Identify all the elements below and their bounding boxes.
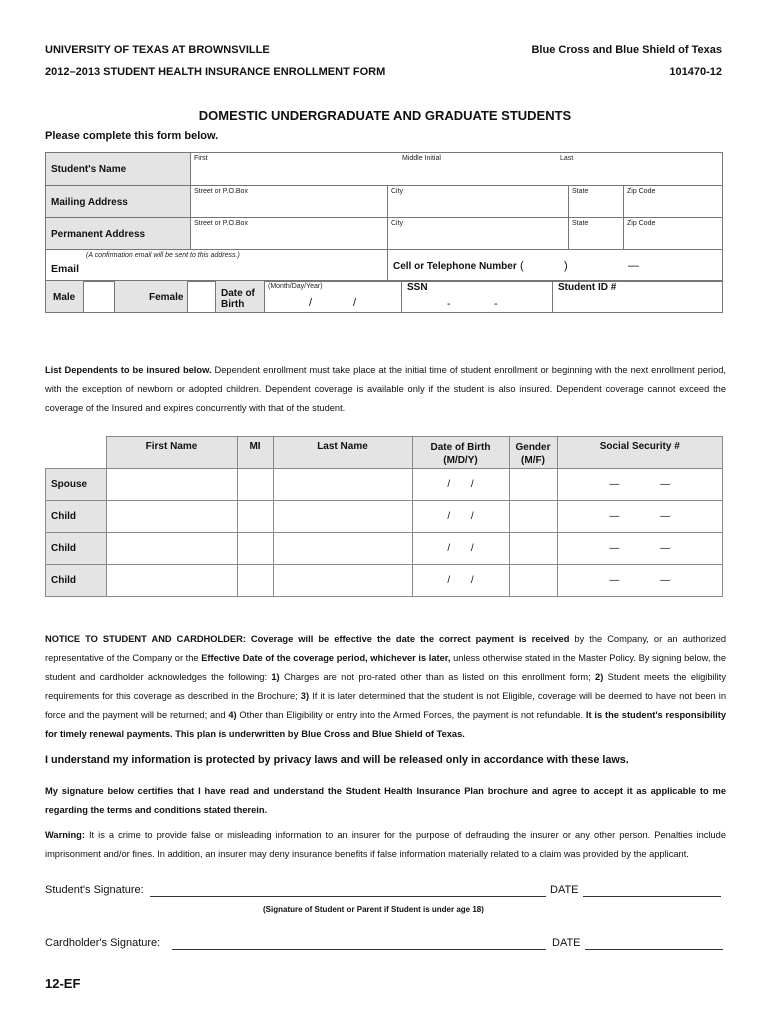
student-date-label: DATE <box>550 884 579 896</box>
notice-bold-2: Effective Date of the coverage period, whichever is later, <box>201 653 451 663</box>
first-name-input[interactable] <box>106 533 237 565</box>
warning-text: It is a crime to provide false or misleading information to an insurer for the purpose of defrauding the insurer or any other person. Penalties include imprisonment and/or fines. In addition, an insurer may deny insurance benefits if false information materially related to a claim was provided by the applicant. <box>45 830 726 859</box>
gender-input[interactable] <box>509 469 557 501</box>
email-note: (A confirmation email will be sent to this address.) <box>86 252 240 259</box>
dob-input[interactable]: / / <box>412 565 509 597</box>
student-name-field[interactable] <box>191 153 723 186</box>
dependents-intro <box>45 361 726 418</box>
permanent-city-field[interactable] <box>388 218 569 250</box>
notice-text-5: If it is later determined that the student is not Eligible, coverage will be deemed to have not been in force and the payment will be returned; and <box>45 691 726 720</box>
ssn-input[interactable]: — — <box>557 469 723 501</box>
col-dob <box>412 437 509 469</box>
student-id-label: Student ID # <box>558 282 617 293</box>
row-label-spouse: Spouse <box>46 469 107 501</box>
dependent-row <box>46 469 723 501</box>
dob-label-line2: Birth <box>221 299 245 310</box>
mi-input[interactable] <box>237 565 273 597</box>
dob-input[interactable]: / / <box>412 501 509 533</box>
col-last-name: Last Name <box>273 437 412 469</box>
phone-label: Cell or Telephone Number <box>393 261 517 272</box>
ssn-input[interactable]: — — <box>557 501 723 533</box>
personal-details-table <box>45 280 723 313</box>
ssn-dash-1: - <box>447 298 451 310</box>
dob-slash-1: / <box>309 297 313 309</box>
row-label-child: Child <box>46 565 107 597</box>
first-name-input[interactable] <box>106 565 237 597</box>
col-dob-line1: Date of Birth <box>430 442 491 453</box>
notice-text-3: Charges are not pro-rated other than as listed on this enrollment form; <box>279 672 596 682</box>
ssn-input[interactable]: — — <box>557 533 723 565</box>
student-signature-label: Student's Signature: <box>45 884 144 896</box>
permanent-street-field[interactable] <box>191 218 388 250</box>
student-date-line[interactable] <box>583 896 721 897</box>
dob-input[interactable]: / / <box>412 469 509 501</box>
permanent-zip-field[interactable] <box>624 218 723 250</box>
city-hint: City <box>391 188 404 195</box>
ssn-field[interactable] <box>402 281 553 313</box>
dependent-row <box>46 565 723 597</box>
male-label-cell <box>46 281 84 313</box>
last-name-input[interactable] <box>273 469 412 501</box>
mailing-state-field[interactable] <box>569 186 624 218</box>
permanent-address-label: Permanent Address <box>51 229 146 240</box>
form-title: 2012–2013 STUDENT HEALTH INSURANCE ENROLLMENT FORM <box>45 66 386 78</box>
notice-bold-4: 2) <box>595 672 604 682</box>
ssn-label: SSN <box>407 282 428 293</box>
mailing-address-label: Mailing Address <box>51 197 128 208</box>
email-label: Email <box>51 263 80 275</box>
student-name-label-cell <box>46 153 191 186</box>
page-title: DOMESTIC UNDERGRADUATE AND GRADUATE STUDENTS <box>198 108 572 123</box>
notice-text-1: by the Company, or an authorized representative of the Company or the <box>45 634 726 663</box>
mi-input[interactable] <box>237 469 273 501</box>
city-hint: City <box>391 220 404 227</box>
email-field[interactable] <box>46 250 388 282</box>
warning-paragraph <box>45 826 726 864</box>
certification-statement: My signature below certifies that I have read and understand the Student Health Insurance Plan brochure and agree to accept it as applicable to me regarding the terms and conditions stated therein. <box>45 786 726 815</box>
col-gender-line2: (M/F) <box>521 455 545 466</box>
form-code: 12-EF <box>45 976 81 991</box>
cardholder-signature-line[interactable] <box>172 949 546 950</box>
notice-paragraph <box>45 630 726 744</box>
first-name-input[interactable] <box>106 501 237 533</box>
notice-bold-7: It is the student's responsibility for timely renewal payments. This plan is underwritten by Blue Cross and Blue Shield of Texas. <box>45 710 726 739</box>
last-name-input[interactable] <box>273 565 412 597</box>
mailing-address-label-cell <box>46 186 191 218</box>
notice-bold-3: 1) <box>271 672 280 682</box>
phone-open-paren: ( <box>520 260 524 272</box>
privacy-statement: I understand my information is protected by privacy laws and will be released only in accordance with these laws. <box>45 754 629 766</box>
ssn-input[interactable]: — — <box>557 565 723 597</box>
notice-bold-1: NOTICE TO STUDENT AND CARDHOLDER: Coverage will be effective the date the correct payment is received <box>45 634 570 644</box>
dependents-table <box>45 436 723 597</box>
university-name: UNIVERSITY OF TEXAS AT BROWNSVILLE <box>45 44 270 56</box>
zip-hint: Zip Code <box>627 220 656 227</box>
state-hint: State <box>572 220 589 227</box>
male-label: Male <box>53 292 76 303</box>
dob-input[interactable]: / / <box>412 533 509 565</box>
female-checkbox[interactable] <box>188 281 216 313</box>
cardholder-date-label: DATE <box>552 937 581 949</box>
dob-slash-2: / <box>353 297 357 309</box>
street-hint: Street or P.O.Box <box>194 220 248 227</box>
notice-bold-5: 3) <box>300 691 310 701</box>
notice-bold-6: 4) <box>228 710 237 720</box>
dob-label-line1: Date of <box>221 288 255 299</box>
cardholder-date-line[interactable] <box>585 949 723 950</box>
male-checkbox[interactable] <box>84 281 115 313</box>
notice-text-6: Other than Eligibility or entry into the Armed Forces, the payment is not refundable. <box>236 710 586 720</box>
gender-input[interactable] <box>509 533 557 565</box>
dob-format-hint: (Month/Day/Year) <box>268 283 323 290</box>
form-number: 101470-12 <box>669 66 722 78</box>
col-gender <box>509 437 557 469</box>
middle-initial-hint: Middle Initial <box>402 155 441 162</box>
gender-input[interactable] <box>509 501 557 533</box>
first-name-hint: First <box>194 155 208 162</box>
mailing-street-field[interactable] <box>191 186 388 218</box>
student-signature-note: (Signature of Student or Parent if Student is under age 18) <box>263 905 484 914</box>
col-ssn: Social Security # <box>557 437 723 469</box>
mi-input[interactable] <box>237 501 273 533</box>
warning-label: Warning: <box>45 830 85 840</box>
insurer-name: Blue Cross and Blue Shield of Texas <box>531 44 722 56</box>
street-hint: Street or P.O.Box <box>194 188 248 195</box>
student-id-field[interactable] <box>553 281 723 313</box>
row-label-child: Child <box>46 501 107 533</box>
row-label-child: Child <box>46 533 107 565</box>
cardholder-signature-label: Cardholder's Signature: <box>45 937 161 949</box>
dependent-row <box>46 533 723 565</box>
dependent-row <box>46 501 723 533</box>
dependents-intro-text: Dependent enrollment must take place at the initial time of student enrollment or beginning with the next enrollment period, with the exception of newborn or adopted children. Dependent coverage is available only if the student is also insured. Dependent coverage cannot exceed the coverage of the Insured and expires concurrently with that of the student. <box>45 365 726 413</box>
col-dob-line2: (M/D/Y) <box>443 455 478 466</box>
instruction: Please complete this form below. <box>45 130 219 142</box>
student-name-label: Student's Name <box>51 164 127 175</box>
state-hint: State <box>572 188 589 195</box>
corner-cell <box>46 437 107 469</box>
dependents-intro-bold: List Dependents to be insured below. <box>45 365 212 375</box>
permanent-address-label-cell <box>46 218 191 250</box>
last-name-input[interactable] <box>273 501 412 533</box>
female-label-cell <box>115 281 188 313</box>
col-gender-line1: Gender <box>515 442 551 453</box>
zip-hint: Zip Code <box>627 188 656 195</box>
female-label: Female <box>149 292 184 303</box>
mailing-zip-field[interactable] <box>624 186 723 218</box>
dob-label-cell <box>216 281 265 313</box>
col-first-name: First Name <box>106 437 237 469</box>
ssn-dash-2: - <box>494 298 498 310</box>
phone-field[interactable] <box>388 250 723 282</box>
last-name-hint: Last <box>560 155 574 162</box>
phone-close-paren: ) <box>564 260 568 272</box>
dob-field[interactable] <box>265 281 402 313</box>
student-info-table <box>45 152 723 282</box>
mailing-city-field[interactable] <box>388 186 569 218</box>
notice-text-4: Student meets the eligibility requirements for this coverage as described in the Brochure; <box>45 672 726 701</box>
last-name-input[interactable] <box>273 533 412 565</box>
phone-dash: — <box>628 260 639 272</box>
first-name-input[interactable] <box>106 469 237 501</box>
gender-input[interactable] <box>509 565 557 597</box>
student-signature-line[interactable] <box>150 896 546 897</box>
permanent-state-field[interactable] <box>569 218 624 250</box>
col-mi: MI <box>237 437 273 469</box>
notice-text-2: unless otherwise stated in the Master Policy. By signing below, the student and cardholder acknowledges the following: <box>45 653 726 682</box>
mi-input[interactable] <box>237 533 273 565</box>
